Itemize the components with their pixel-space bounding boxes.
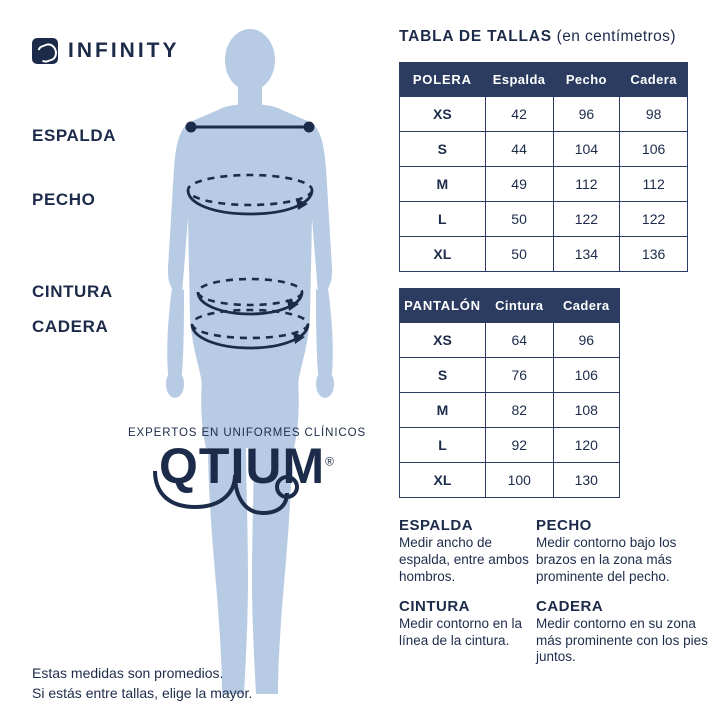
label-pecho: PECHO xyxy=(32,190,96,209)
footnote xyxy=(32,663,252,704)
polera-size-cell: XL xyxy=(400,237,486,272)
table-row xyxy=(400,202,688,237)
pantalon-size-cell: L xyxy=(400,428,486,463)
silhouette-svg xyxy=(150,18,350,708)
label-cintura: CINTURA xyxy=(32,282,113,301)
label-espalda: ESPALDA xyxy=(32,126,117,145)
footnote-line-2: Si estás entre tallas, elige la mayor. xyxy=(32,685,253,702)
label-cadera: CADERA xyxy=(32,317,109,336)
otium-brand-wrap xyxy=(112,438,382,494)
measurement-instructions xyxy=(399,517,720,666)
polera-value-cell: 98 xyxy=(620,97,688,132)
table-row xyxy=(400,393,620,428)
table-row xyxy=(400,97,688,132)
tables-title-sub: (en centímetros) xyxy=(556,28,676,45)
pantalon-value-cell: 120 xyxy=(553,428,620,463)
pantalon-value-cell: 92 xyxy=(485,428,553,463)
pantalon-header-cell: PANTALÓN xyxy=(400,289,486,323)
instruction-pecho xyxy=(536,517,720,586)
pantalon-value-cell: 108 xyxy=(553,393,620,428)
otium-tagline: EXPERTOS EN UNIFORMES CLÍNICOS xyxy=(127,427,367,439)
infinity-mark-icon xyxy=(32,38,58,64)
pantalon-value-cell: 82 xyxy=(485,393,553,428)
footnote-line-1: Estas medidas son promedios. xyxy=(32,665,224,681)
polera-value-cell: 49 xyxy=(485,167,553,202)
pantalon-value-cell: 130 xyxy=(553,463,620,498)
pantalon-size-cell: XS xyxy=(400,323,486,358)
polera-value-cell: 50 xyxy=(485,202,553,237)
instruction-text: Medir contorno bajo los brazos en la zona más prominente del pecho. xyxy=(536,535,677,584)
pantalon-size-cell: M xyxy=(400,393,486,428)
polera-header-cell: Espalda xyxy=(485,63,553,97)
table-row xyxy=(400,237,688,272)
polera-value-cell: 112 xyxy=(553,167,620,202)
instruction-title: PECHO xyxy=(536,517,592,534)
table-row xyxy=(400,358,620,393)
polera-size-cell: XS xyxy=(400,97,486,132)
polera-size-cell: S xyxy=(400,132,486,167)
polera-value-cell: 42 xyxy=(485,97,553,132)
polera-header-cell: POLERA xyxy=(400,63,486,97)
tables-title xyxy=(399,28,676,46)
instruction-text: Medir contorno en su zona más prominente con los pies juntos. xyxy=(536,615,708,665)
pantalon-value-cell: 106 xyxy=(553,358,620,393)
polera-value-cell: 136 xyxy=(620,237,688,272)
pantalon-value-cell: 64 xyxy=(485,323,553,358)
pantalon-size-table xyxy=(399,288,620,498)
polera-header-row xyxy=(400,63,688,97)
polera-value-cell: 106 xyxy=(620,132,688,167)
instruction-text: Medir ancho de espalda, entre ambos hombros. xyxy=(399,535,529,584)
polera-value-cell: 122 xyxy=(553,202,620,237)
polera-value-cell: 122 xyxy=(620,202,688,237)
polera-value-cell: 50 xyxy=(485,237,553,272)
polera-size-cell: L xyxy=(400,202,486,237)
pantalon-value-cell: 96 xyxy=(553,323,620,358)
table-row xyxy=(400,428,620,463)
polera-header-cell: Cadera xyxy=(620,63,688,97)
instruction-cadera xyxy=(536,598,720,667)
polera-value-cell: 104 xyxy=(553,132,620,167)
table-row xyxy=(400,132,688,167)
instruction-title: CADERA xyxy=(536,597,604,615)
pantalon-value-cell: 100 xyxy=(485,463,553,498)
instruction-cintura xyxy=(399,598,536,667)
body-silhouette-illustration xyxy=(150,18,350,708)
instruction-title: CINTURA xyxy=(399,597,470,615)
polera-size-table xyxy=(399,62,688,272)
otium-logo xyxy=(112,427,382,534)
pantalon-header-cell: Cadera xyxy=(553,289,620,323)
polera-value-cell: 44 xyxy=(485,132,553,167)
polera-value-cell: 134 xyxy=(553,237,620,272)
pantalon-header-cell: Cintura xyxy=(485,289,553,323)
pantalon-size-cell: S xyxy=(400,358,486,393)
pantalon-size-cell: XL xyxy=(400,463,486,498)
right-panel xyxy=(399,0,720,720)
polera-value-cell: 96 xyxy=(553,97,620,132)
otium-registered-mark: ® xyxy=(325,454,335,469)
instruction-text: Medir contorno en la línea de la cintura. xyxy=(399,615,523,648)
polera-header-cell: Pecho xyxy=(553,63,620,97)
polera-size-cell: M xyxy=(400,167,486,202)
pantalon-header-row xyxy=(400,289,620,323)
table-row xyxy=(400,323,620,358)
pantalon-value-cell: 76 xyxy=(485,358,553,393)
table-row xyxy=(400,463,620,498)
instruction-espalda xyxy=(399,517,536,586)
polera-value-cell: 112 xyxy=(620,167,688,202)
instruction-title: ESPALDA xyxy=(399,517,474,534)
table-row xyxy=(400,167,688,202)
infinity-logo-text: INFINITY xyxy=(68,39,180,62)
tables-title-main: TABLA DE TALLAS xyxy=(399,28,552,45)
otium-brand-text: QTIUM xyxy=(159,438,326,494)
